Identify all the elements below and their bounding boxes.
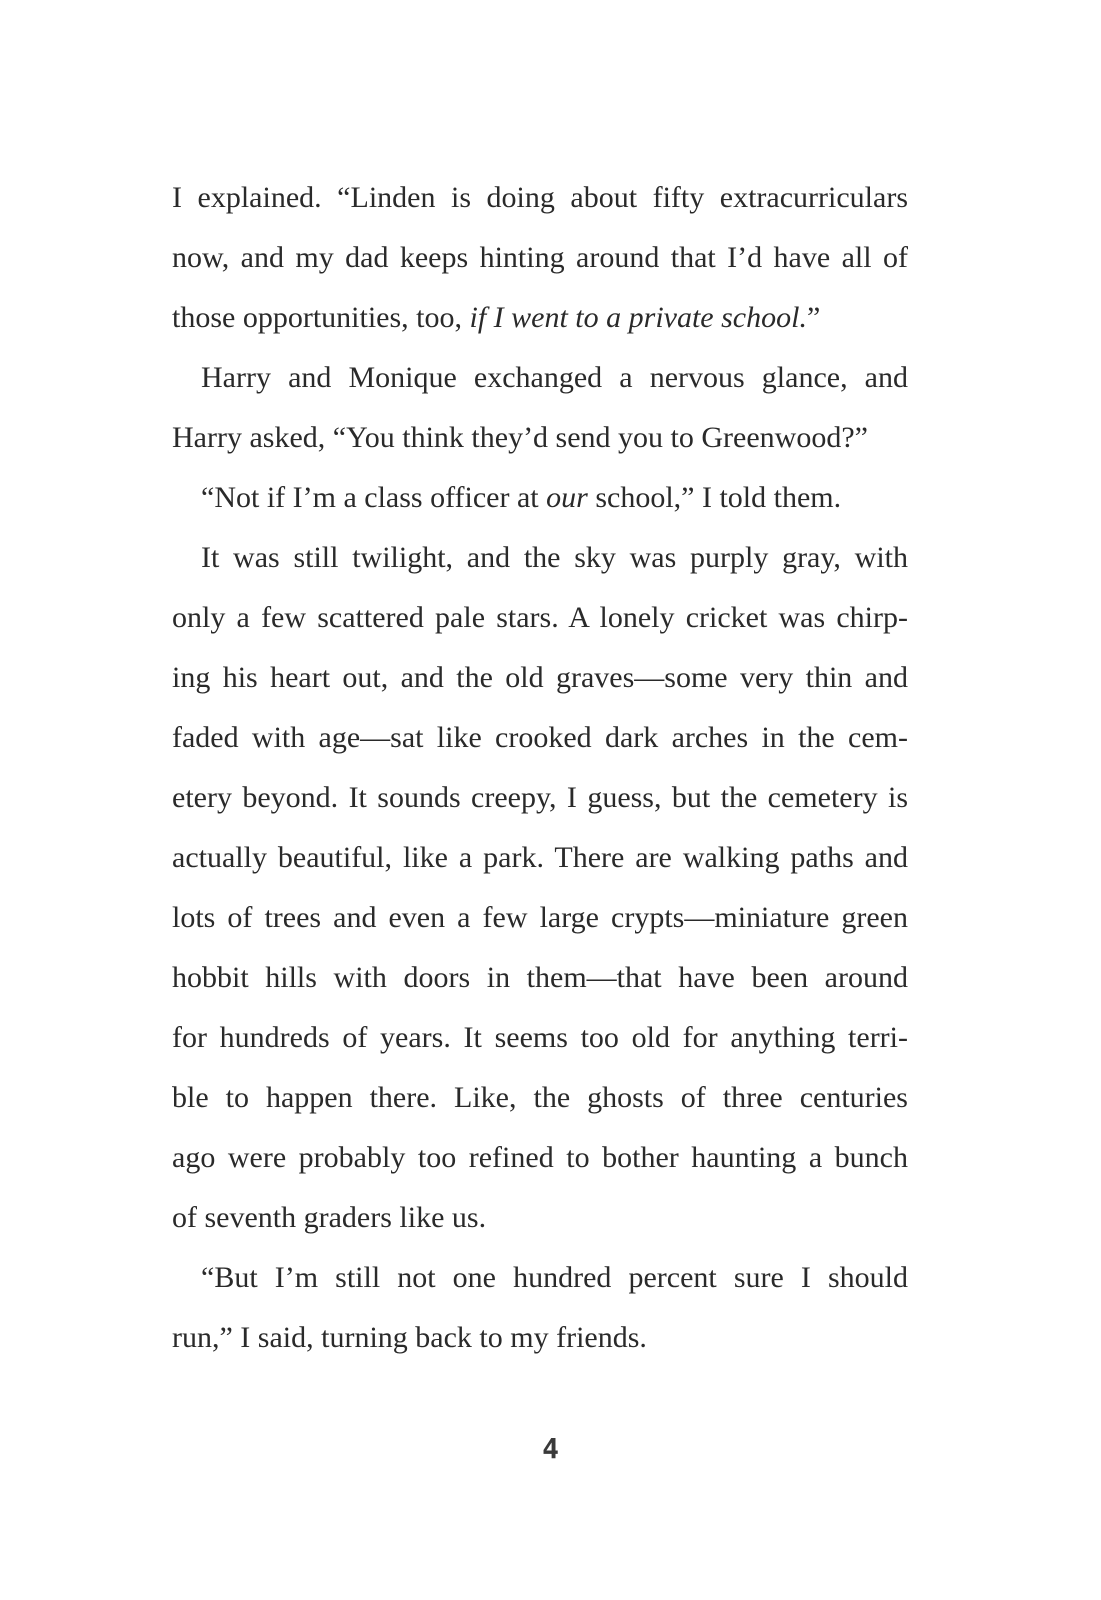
text-line bbox=[172, 708, 908, 768]
line-text: It was still twilight, and the sky was purply gray, with bbox=[201, 541, 908, 574]
paragraph-first-line bbox=[172, 528, 908, 588]
body-text bbox=[172, 168, 908, 1368]
text-line bbox=[172, 648, 908, 708]
line-text: “Not if I’m a class officer at bbox=[201, 481, 547, 514]
line-text: only a few scattered pale stars. A lonely cricket was chirp- bbox=[172, 601, 908, 634]
line-text: Harry asked, “You think they’d send you to Greenwood?” bbox=[172, 421, 868, 454]
paragraph-first-line bbox=[172, 1248, 908, 1308]
line-text: I explained. “Linden is doing about fifty extracurriculars bbox=[172, 181, 908, 214]
text-line bbox=[172, 1008, 908, 1068]
text-line bbox=[172, 408, 908, 468]
text-line bbox=[172, 1128, 908, 1188]
paragraph-first-line bbox=[172, 348, 908, 408]
text-line bbox=[172, 1308, 908, 1368]
line-text: lots of trees and even a few large crypts—miniature green bbox=[172, 901, 908, 934]
paragraph-first-line bbox=[172, 468, 908, 528]
line-text: hobbit hills with doors in them—that have been around bbox=[172, 961, 908, 994]
text-line bbox=[172, 1188, 908, 1248]
text-line bbox=[172, 1068, 908, 1128]
line-text: school,” I told them. bbox=[587, 481, 842, 514]
text-line bbox=[172, 828, 908, 888]
line-text: ” bbox=[806, 301, 821, 334]
line-text: ago were probably too refined to bother haunting a bunch bbox=[172, 1141, 908, 1174]
text-line bbox=[172, 588, 908, 648]
text-line bbox=[172, 888, 908, 948]
line-text: for hundreds of years. It seems too old for anything terri- bbox=[172, 1021, 908, 1054]
line-text: run,” I said, turning back to my friends. bbox=[172, 1321, 647, 1354]
line-text: faded with age—sat like crooked dark arches in the cem- bbox=[172, 721, 908, 754]
line-text: ing his heart out, and the old graves—some very thin and bbox=[172, 661, 908, 694]
text-line bbox=[172, 228, 908, 288]
line-text: “But I’m still not one hundred percent sure I should bbox=[201, 1261, 908, 1294]
text-line bbox=[172, 168, 908, 228]
text-line bbox=[172, 768, 908, 828]
line-text: etery beyond. It sounds creepy, I guess, but the cemetery is bbox=[172, 781, 908, 814]
italic-text: if I went to a private school. bbox=[469, 301, 807, 334]
italic-text: our bbox=[546, 481, 588, 514]
line-text: ble to happen there. Like, the ghosts of three centuries bbox=[172, 1081, 908, 1114]
line-text: of seventh graders like us. bbox=[172, 1201, 487, 1234]
line-text: now, and my dad keeps hinting around that I’d have all of bbox=[172, 241, 908, 274]
line-text: actually beautiful, like a park. There are walking paths and bbox=[172, 841, 908, 874]
line-text: those opportunities, too, bbox=[172, 301, 470, 334]
line-text: Harry and Monique exchanged a nervous glance, and bbox=[201, 361, 908, 394]
text-line bbox=[172, 948, 908, 1008]
text-line bbox=[172, 288, 908, 348]
page-number: 4 bbox=[542, 1432, 559, 1465]
